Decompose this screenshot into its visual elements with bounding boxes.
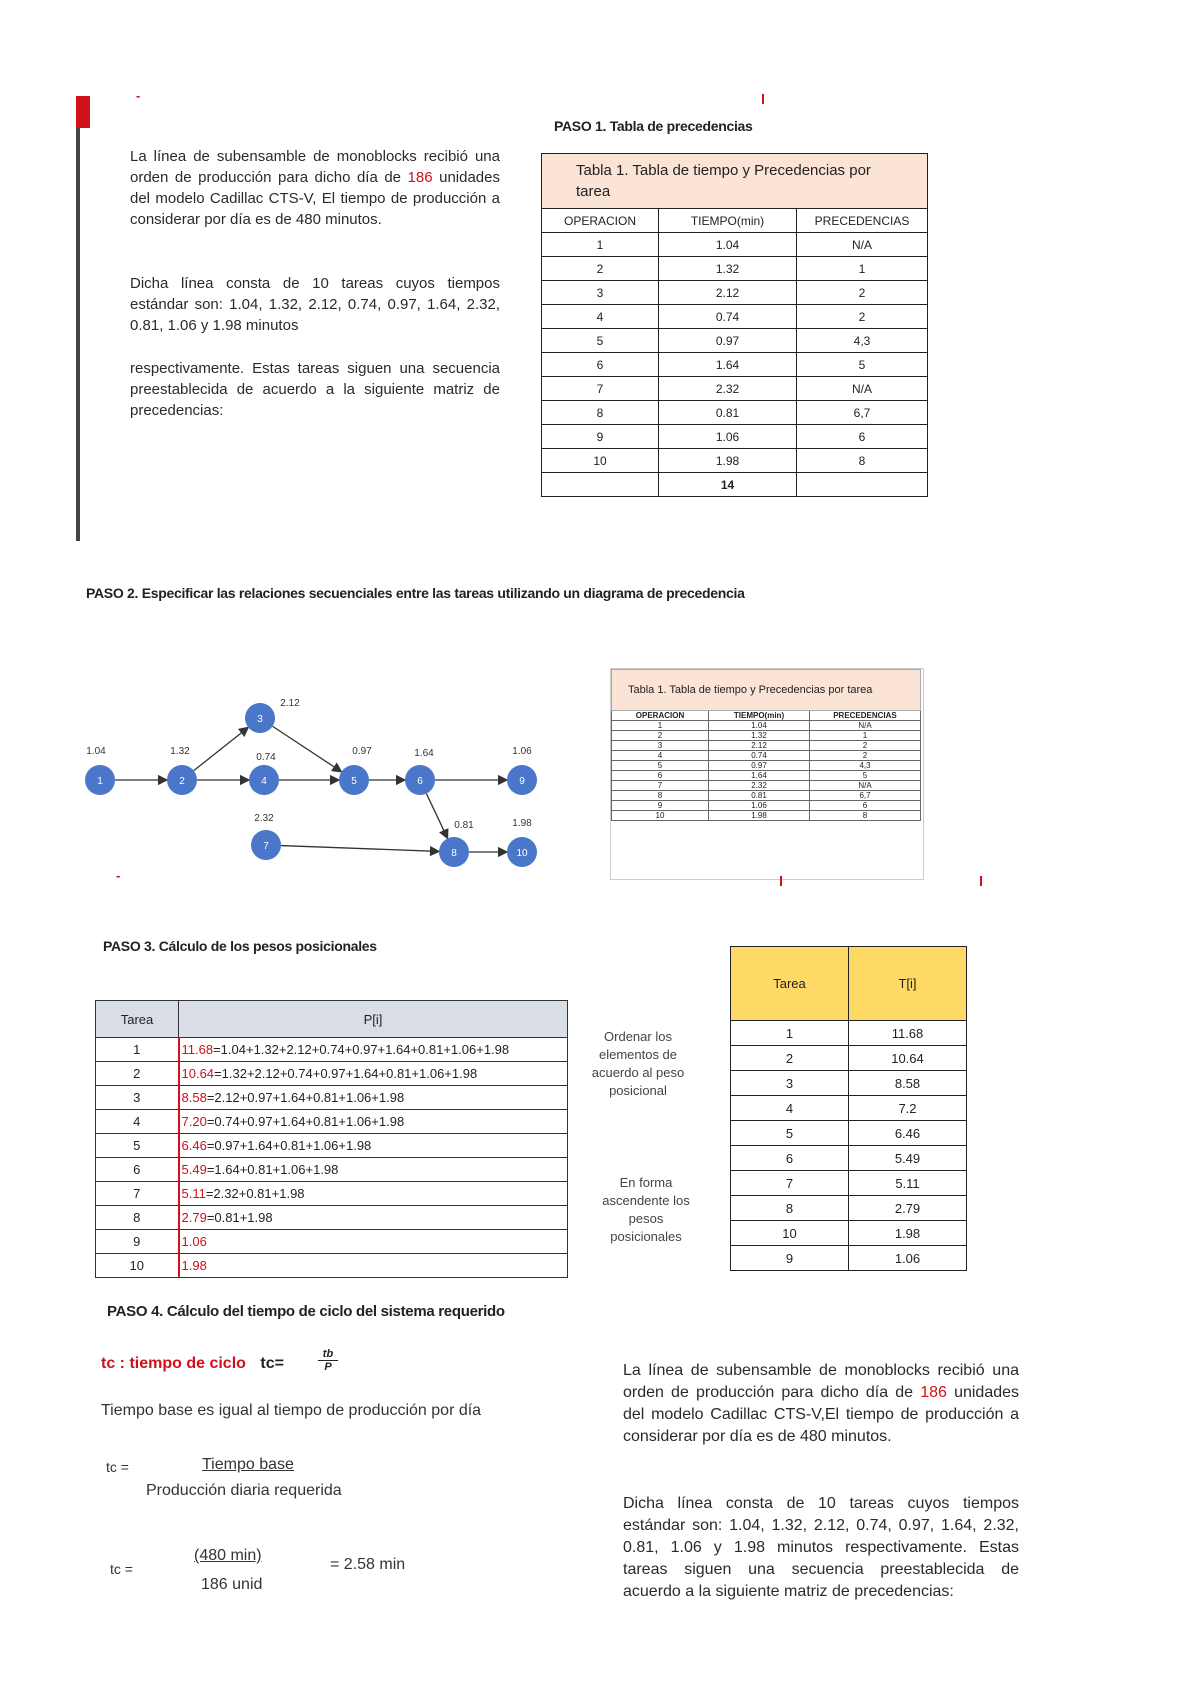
task-node-label: 3 bbox=[257, 714, 263, 725]
table-cell: 0.74 bbox=[709, 751, 810, 761]
table-cell: 1.98 bbox=[659, 449, 797, 473]
table-cell: 5.11 bbox=[849, 1171, 967, 1196]
table-cell: 2 bbox=[797, 305, 928, 329]
task-time-label: 1.04 bbox=[86, 746, 106, 757]
weight-expression: =0.97+1.64+0.81+1.06+1.98 bbox=[206, 1138, 372, 1153]
task-node-label: 5 bbox=[351, 776, 357, 787]
weight-cell bbox=[179, 1254, 568, 1278]
weight-value: 10.64 bbox=[181, 1066, 215, 1081]
table-cell: 3 bbox=[542, 281, 659, 305]
table-cell: 6 bbox=[797, 425, 928, 449]
table-cell: 1 bbox=[542, 233, 659, 257]
table-cell: 1.64 bbox=[659, 353, 797, 377]
weight-cell bbox=[179, 1134, 568, 1158]
task-cell: 10 bbox=[96, 1254, 179, 1278]
table-cell: 0.81 bbox=[709, 791, 810, 801]
weight-expression: =2.32+0.81+1.98 bbox=[205, 1186, 305, 1201]
task-node-label: 4 bbox=[261, 776, 267, 787]
table-cell: 5 bbox=[797, 353, 928, 377]
table-cell: 1.98 bbox=[849, 1221, 967, 1246]
col-header: Tarea bbox=[96, 1001, 179, 1038]
task-cell: 2 bbox=[96, 1062, 179, 1086]
table-cell: 6,7 bbox=[810, 791, 921, 801]
table-cell: N/A bbox=[810, 781, 921, 791]
table-row bbox=[96, 1230, 568, 1254]
weight-cell bbox=[179, 1110, 568, 1134]
table-cell: 1.32 bbox=[659, 257, 797, 281]
table-cell: 9 bbox=[612, 801, 709, 811]
weight-expression: =1.64+0.81+1.06+1.98 bbox=[206, 1162, 339, 1177]
table-cell: 6 bbox=[542, 353, 659, 377]
table-cell: 4,3 bbox=[797, 329, 928, 353]
left-rule bbox=[76, 128, 80, 541]
col-header: PRECEDENCIAS bbox=[797, 209, 928, 233]
table-row bbox=[731, 1196, 967, 1221]
col-header: TIEMPO(min) bbox=[659, 209, 797, 233]
table-cell: 7 bbox=[731, 1171, 849, 1196]
table-row bbox=[542, 329, 928, 353]
table-row bbox=[731, 1146, 967, 1171]
table-cell: 1.06 bbox=[709, 801, 810, 811]
cycle-time-result: = 2.58 min bbox=[330, 1556, 406, 1573]
table-row bbox=[96, 1110, 568, 1134]
task-node-label: 10 bbox=[516, 848, 528, 859]
table-row bbox=[96, 1062, 568, 1086]
precedence-diagram bbox=[70, 680, 590, 880]
cycle-time-label: tc : tiempo de ciclo tc= bbox=[101, 1355, 284, 1372]
table-cell: 2.12 bbox=[659, 281, 797, 305]
weight-value: 1.06 bbox=[181, 1234, 207, 1249]
task-cell: 6 bbox=[96, 1158, 179, 1182]
table-row bbox=[96, 1038, 568, 1062]
red-tick bbox=[780, 876, 782, 886]
table-cell: 5 bbox=[731, 1121, 849, 1146]
tc-label: tc = bbox=[106, 1459, 129, 1475]
table-row bbox=[612, 741, 921, 751]
table-row bbox=[96, 1134, 568, 1158]
table-cell: 3 bbox=[731, 1071, 849, 1096]
table-cell: 1.06 bbox=[849, 1246, 967, 1271]
table-cell: 8 bbox=[731, 1196, 849, 1221]
base-time-text: Tiempo base es igual al tiempo de producción por día bbox=[101, 1402, 482, 1419]
table-cell: 6.46 bbox=[849, 1121, 967, 1146]
table-row bbox=[731, 1071, 967, 1096]
task-cell: 9 bbox=[96, 1230, 179, 1254]
table-row bbox=[96, 1182, 568, 1206]
table-cell: 1.64 bbox=[709, 771, 810, 781]
weight-value: 11.68 bbox=[181, 1042, 214, 1057]
col-header: TIEMPO(min) bbox=[709, 711, 810, 721]
table-row bbox=[731, 1221, 967, 1246]
table-row bbox=[542, 257, 928, 281]
table-row bbox=[542, 425, 928, 449]
table-cell: 10 bbox=[542, 449, 659, 473]
task-time-label: 1.98 bbox=[512, 818, 532, 829]
summary-paragraph-1: La línea de subensamble de monoblocks recibió una orden de producción para dicho día de 186 unidades del modelo Cadillac CTS-V,El tiempo de producción a considerar por día es de 480 minutos. bbox=[623, 1362, 1020, 1445]
table-row bbox=[542, 281, 928, 305]
sorted-weights-table bbox=[730, 946, 967, 1271]
weight-value: 8.58 bbox=[181, 1090, 207, 1105]
task-time-label: 2.12 bbox=[280, 698, 300, 709]
table-cell: 8 bbox=[797, 449, 928, 473]
weight-expression: =0.74+0.97+1.64+0.81+1.06+1.98 bbox=[206, 1114, 405, 1129]
precedence-table bbox=[541, 153, 928, 497]
table-cell: 4,3 bbox=[810, 761, 921, 771]
total-cell: 14 bbox=[659, 473, 797, 497]
table-cell: 1.04 bbox=[659, 233, 797, 257]
table-cell: 2 bbox=[810, 741, 921, 751]
table-cell: 8 bbox=[542, 401, 659, 425]
precedence-arrow bbox=[194, 727, 249, 770]
table-cell: 0.97 bbox=[659, 329, 797, 353]
task-node-label: 7 bbox=[263, 841, 269, 852]
col-header: P[i] bbox=[179, 1001, 568, 1038]
table-cell: 2.12 bbox=[709, 741, 810, 751]
table-row bbox=[612, 791, 921, 801]
weight-cell bbox=[179, 1182, 568, 1206]
sort-note: Ordenar los elementos de acuerdo al peso posicional bbox=[591, 1029, 685, 1098]
task-cell: 3 bbox=[96, 1086, 179, 1110]
table-row bbox=[731, 1096, 967, 1121]
table-cell: 3 bbox=[612, 741, 709, 751]
table-cell: 2 bbox=[731, 1046, 849, 1071]
table-row bbox=[612, 721, 921, 731]
table-cell: N/A bbox=[797, 233, 928, 257]
table-row bbox=[96, 1206, 568, 1230]
table-cell: 0.81 bbox=[659, 401, 797, 425]
paso3-heading: PASO 3. Cálculo de los pesos posicionales bbox=[103, 938, 377, 954]
task-node-label: 9 bbox=[519, 776, 525, 787]
fraction-numerator: Tiempo base bbox=[202, 1456, 294, 1473]
small-table-caption: Tabla 1. Tabla de tiempo y Precedencias por tarea bbox=[612, 670, 921, 711]
weight-value: 5.49 bbox=[181, 1162, 207, 1177]
table-cell: 2.32 bbox=[659, 377, 797, 401]
task-cell: 7 bbox=[96, 1182, 179, 1206]
small-precedence-table bbox=[611, 669, 921, 821]
table-row bbox=[731, 1021, 967, 1046]
table-cell: 2 bbox=[810, 751, 921, 761]
precedence-arrow bbox=[273, 726, 342, 771]
task-time-label: 1.64 bbox=[414, 748, 434, 759]
table-cell: N/A bbox=[797, 377, 928, 401]
red-mark: - bbox=[116, 868, 121, 883]
col-header: OPERACION bbox=[612, 711, 709, 721]
precedence-arrow bbox=[426, 794, 447, 839]
table-cell: 10 bbox=[612, 811, 709, 821]
fraction-denominator: 186 unid bbox=[201, 1576, 263, 1593]
weight-value: 5.11 bbox=[181, 1186, 206, 1201]
table-cell: 4 bbox=[612, 751, 709, 761]
task-cell: 4 bbox=[96, 1110, 179, 1134]
table-cell: 6 bbox=[731, 1146, 849, 1171]
paso4-heading: PASO 4. Cálculo del tiempo de ciclo del sistema requerido bbox=[107, 1303, 505, 1320]
weight-value: 7.20 bbox=[181, 1114, 207, 1129]
task-cell: 8 bbox=[96, 1206, 179, 1230]
weight-expression: =1.32+2.12+0.74+0.97+1.64+0.81+1.06+1.98 bbox=[214, 1066, 478, 1081]
table-cell: 1.98 bbox=[709, 811, 810, 821]
table-row bbox=[612, 751, 921, 761]
table-cell: 5 bbox=[810, 771, 921, 781]
task-node-label: 2 bbox=[179, 776, 185, 787]
table-cell: 0.74 bbox=[659, 305, 797, 329]
col-header: OPERACION bbox=[542, 209, 659, 233]
table-cell: 10 bbox=[731, 1221, 849, 1246]
table-row bbox=[542, 377, 928, 401]
weight-cell bbox=[179, 1038, 568, 1062]
table-cell: 1.06 bbox=[659, 425, 797, 449]
weight-cell bbox=[179, 1086, 568, 1110]
table-row bbox=[542, 305, 928, 329]
task-node-label: 1 bbox=[97, 776, 103, 787]
table-row bbox=[731, 1171, 967, 1196]
table-cell: 4 bbox=[731, 1096, 849, 1121]
task-node-label: 6 bbox=[417, 776, 423, 787]
task-cell: 1 bbox=[96, 1038, 179, 1062]
table-cell: 0.97 bbox=[709, 761, 810, 771]
table-cell: 2 bbox=[612, 731, 709, 741]
table-row bbox=[96, 1158, 568, 1182]
table-cell: 1.04 bbox=[709, 721, 810, 731]
weight-value: 1.98 bbox=[181, 1258, 207, 1273]
table-cell: 10.64 bbox=[849, 1046, 967, 1071]
table-row bbox=[542, 401, 928, 425]
table-cell: 1 bbox=[810, 731, 921, 741]
tc-label: tc = bbox=[110, 1561, 133, 1577]
table-row bbox=[542, 353, 928, 377]
table-cell: 1 bbox=[612, 721, 709, 731]
cycle-time-fraction: tb P bbox=[318, 1348, 338, 1373]
table-row bbox=[612, 801, 921, 811]
weight-cell bbox=[179, 1062, 568, 1086]
table-cell: 1 bbox=[731, 1021, 849, 1046]
table-row bbox=[542, 233, 928, 257]
table-cell: 11.68 bbox=[849, 1021, 967, 1046]
table-cell: 8.58 bbox=[849, 1071, 967, 1096]
paso1-heading: PASO 1. Tabla de precedencias bbox=[554, 118, 753, 134]
precedence-arrow bbox=[281, 846, 439, 852]
red-tick bbox=[762, 94, 764, 104]
task-time-label: 0.74 bbox=[256, 752, 276, 763]
table-cell: 6 bbox=[810, 801, 921, 811]
table-cell: 5 bbox=[612, 761, 709, 771]
intro-paragraph-1: La línea de subensamble de monoblocks recibió una orden de producción para dicho día de 186 unidades del modelo Cadillac CTS-V, El tiempo de producción a considerar por día es de 480 minutos. bbox=[130, 148, 500, 228]
table-cell: 7 bbox=[612, 781, 709, 791]
col-header: Tarea bbox=[731, 947, 849, 1021]
weight-expression: =2.12+0.97+1.64+0.81+1.06+1.98 bbox=[206, 1090, 405, 1105]
weight-expression: =1.04+1.32+2.12+0.74+0.97+1.64+0.81+1.06+1.98 bbox=[213, 1042, 510, 1057]
ascending-note: En forma ascendente los pesos posicionales bbox=[602, 1175, 690, 1244]
task-node-label: 8 bbox=[451, 848, 457, 859]
col-header: PRECEDENCIAS bbox=[810, 711, 921, 721]
task-time-label: 0.97 bbox=[352, 746, 372, 757]
task-time-label: 0.81 bbox=[454, 820, 474, 831]
table-cell: 2 bbox=[542, 257, 659, 281]
table-cell: 8 bbox=[810, 811, 921, 821]
table-cell: 7.2 bbox=[849, 1096, 967, 1121]
summary-paragraph-2: Dicha línea consta de 10 tareas cuyos tiempos estándar son: 1.04, 1.32, 2.12, 0.74, 0.97, 1.64, 2.32, 0.81, 1.06 y 1.98 minutos respectivamente. Estas tareas siguen una secuencia preestablecida de acuerdo a la siguiente matriz de precedencias: bbox=[623, 1495, 1019, 1600]
task-time-label: 2.32 bbox=[254, 813, 274, 824]
table-row bbox=[612, 781, 921, 791]
table-cell: 5 bbox=[542, 329, 659, 353]
weight-expression: =0.81+1.98 bbox=[206, 1210, 273, 1225]
weight-cell bbox=[179, 1230, 568, 1254]
table-row bbox=[731, 1046, 967, 1071]
table-row bbox=[542, 449, 928, 473]
positional-weights-table bbox=[95, 1000, 568, 1278]
table-row bbox=[612, 771, 921, 781]
weight-value: 6.46 bbox=[181, 1138, 207, 1153]
intro-paragraph-3: respectivamente. Estas tareas siguen una secuencia preestablecida de acuerdo a la siguiente matriz de precedencias: bbox=[130, 360, 500, 419]
small-table-image bbox=[610, 668, 924, 880]
table-cell: N/A bbox=[810, 721, 921, 731]
red-accent-bar bbox=[76, 96, 90, 128]
fraction-denominator: Producción diaria requerida bbox=[146, 1482, 342, 1499]
task-time-label: 1.32 bbox=[170, 746, 190, 757]
table-cell: 6,7 bbox=[797, 401, 928, 425]
table-cell: 2.32 bbox=[709, 781, 810, 791]
weight-value: 2.79 bbox=[181, 1210, 207, 1225]
table-cell: 6 bbox=[612, 771, 709, 781]
table-cell: 9 bbox=[542, 425, 659, 449]
table-row bbox=[731, 1121, 967, 1146]
table-row bbox=[96, 1086, 568, 1110]
table-cell: 2.79 bbox=[849, 1196, 967, 1221]
red-tick bbox=[980, 876, 982, 886]
task-time-label: 1.06 bbox=[512, 746, 532, 757]
table-cell: 9 bbox=[731, 1246, 849, 1271]
table-cell: 7 bbox=[542, 377, 659, 401]
table-row bbox=[612, 811, 921, 821]
table-cell: 8 bbox=[612, 791, 709, 801]
weight-cell bbox=[179, 1158, 568, 1182]
table-caption: Tabla 1. Tabla de tiempo y Precedencias por tarea bbox=[542, 154, 928, 209]
table-cell: 1 bbox=[797, 257, 928, 281]
table-row bbox=[612, 731, 921, 741]
intro-paragraph-2: Dicha línea consta de 10 tareas cuyos tiempos estándar son: 1.04, 1.32, 2.12, 0.74, 0.97, 1.64, 2.32, 0.81, 1.06 y 1.98 minutos bbox=[130, 275, 500, 334]
fraction-numerator: (480 min) bbox=[194, 1547, 262, 1564]
table-row bbox=[612, 761, 921, 771]
table-cell: 5.49 bbox=[849, 1146, 967, 1171]
task-cell: 5 bbox=[96, 1134, 179, 1158]
table-cell: 1.32 bbox=[709, 731, 810, 741]
table-row bbox=[731, 1246, 967, 1271]
red-mark: - bbox=[136, 88, 141, 103]
table-cell: 2 bbox=[797, 281, 928, 305]
table-row bbox=[96, 1254, 568, 1278]
table-cell: 4 bbox=[542, 305, 659, 329]
paso2-heading: PASO 2. Especificar las relaciones secuenciales entre las tareas utilizando un diagrama de precedencia bbox=[86, 585, 745, 601]
weight-cell bbox=[179, 1206, 568, 1230]
col-header: T[i] bbox=[849, 947, 967, 1021]
